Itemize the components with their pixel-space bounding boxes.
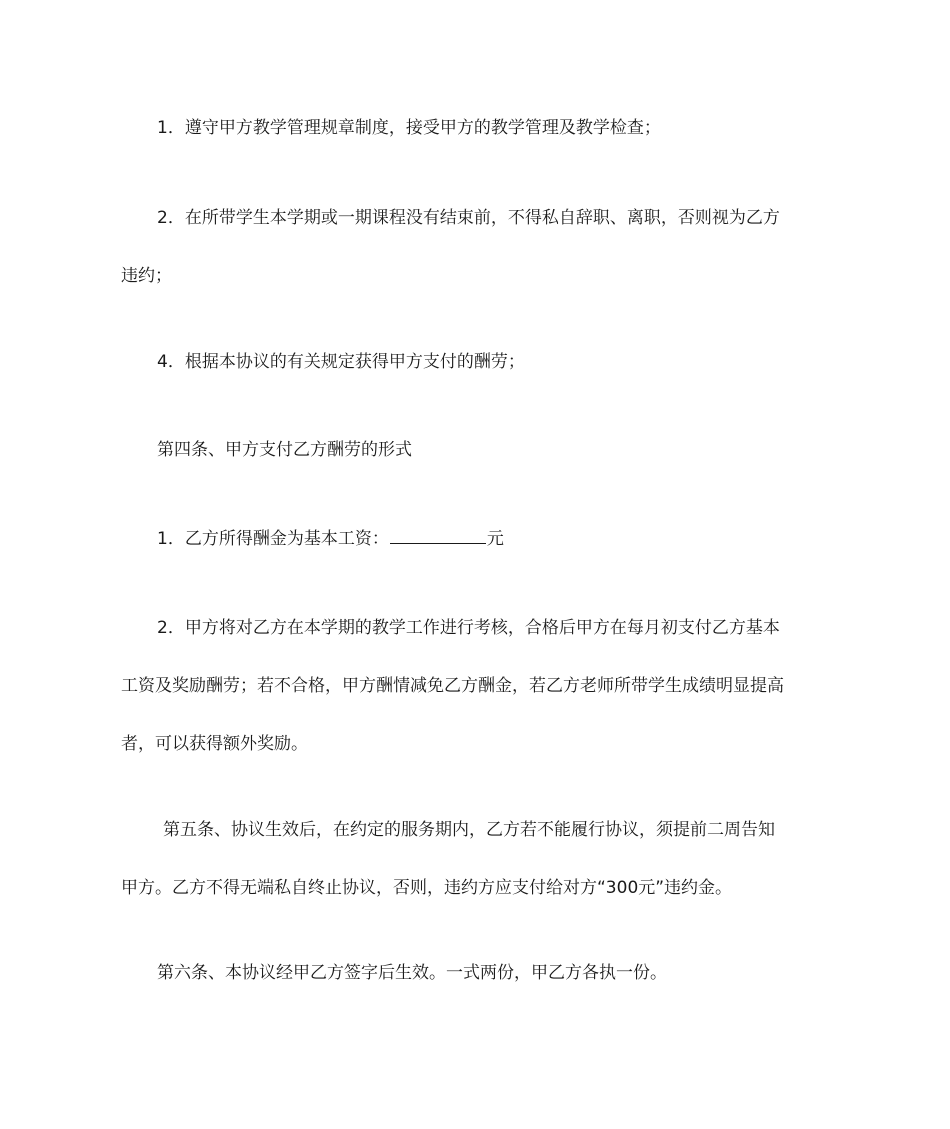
text-line: 2．在所带学生本学期或一期课程没有结束前，不得私自辞职、离职，否则视为乙方 [157,208,780,228]
paragraph-pay-2 [121,599,836,773]
text-line: 工资及奖励酬劳；若不合格，甲方酬情减免乙方酬金，若乙方老师所带学生成绩明显提高 [121,676,784,696]
text-line: 第六条、本协议经甲乙方签字后生效。一式两份，甲乙方各执一份。 [157,963,667,983]
text-line: 甲方。乙方不得无端私自终止协议，否则，违约方应支付给对方“300元”违约金。 [121,878,733,898]
text-line: 违约； [121,266,172,286]
paragraph-pay-1 [121,510,836,568]
pay-1-label: 1．乙方所得酬金为基本工资： [157,529,389,549]
paragraph-duty-2 [121,189,836,305]
article-4-heading [121,421,836,479]
text-line: 第四条、甲方支付乙方酬劳的形式 [157,440,412,460]
paragraph-duty-1 [121,99,836,157]
paragraph-article-6 [121,944,836,1002]
pay-1-unit: 元 [486,529,504,549]
text-line: 2．甲方将对乙方在本学期的教学工作进行考核，合格后甲方在每月初支付乙方基本 [157,618,780,638]
text-line: 4．根据本协议的有关规定获得甲方支付的酬劳； [157,352,525,372]
text-line: 第五条、协议生效后，在约定的服务期内，乙方若不能履行协议，须提前二周告知 [163,820,775,840]
text-line [121,510,836,568]
text-line: 1．遵守甲方教学管理规章制度，接受甲方的教学管理及教学检查； [157,118,661,138]
text-line: 者，可以获得额外奖励。 [121,734,308,754]
paragraph-duty-4 [121,333,836,391]
paragraph-article-5 [121,801,836,917]
salary-blank-line [390,529,486,544]
